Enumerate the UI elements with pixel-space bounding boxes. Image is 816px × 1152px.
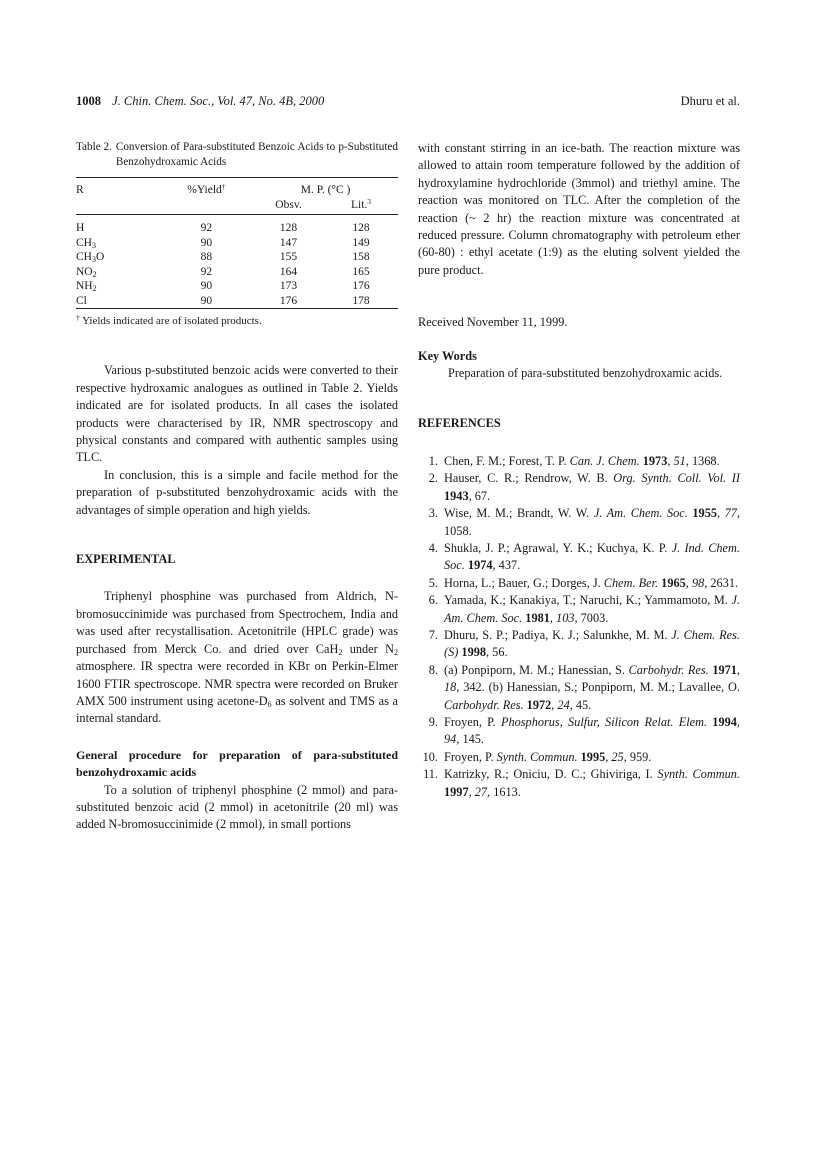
cell-substituent: $CH_3O$ [76,251,105,264]
reference-number: 2. [428,471,438,486]
ref-journal: Synth. Commun. [496,749,578,764]
reference-number: 10. [422,749,438,764]
reference-number: 6. [428,593,438,608]
table-caption [76,140,398,170]
cell-substituent: $NH_2$ [76,280,97,293]
cell-mp-observed: 128 [279,222,298,234]
ref-year: 1971 [708,662,737,677]
ref-volume: 27 [474,784,488,799]
table-body [76,221,398,309]
key-words-heading: Key Words [418,348,477,363]
key-words-text: Preparation of para-substituted benzohydroxamic acids. [448,366,723,381]
right-column [418,140,740,801]
reference-item [418,453,740,470]
ref-journal: Carbohydr. Res. [628,662,709,677]
experimental-paragraph: Triphenyl phosphine was purchased from Aldrich, N-bromosuccinimide was purchased from Spectrochem, India and was used after recystallisation. Acetonitrile (HPLC grade) was purchased from Merck Co. and dried over CaH$_2$ under $N_2$ atmosphere. IR spectra were recorded in KBr on Perkin-Elmer 1600 FTIR spectroscope. NMR spectra were recorded on Bruker AMX 500 instrument using acetone-$D_6$ as solvent and TMS as a internal standard. [76,589,399,726]
reference-item [418,749,740,766]
ref-year: 1943 [444,488,469,503]
cell-yield: 92 [200,265,213,278]
reference-item [418,470,740,505]
reference-text: Wise, M. M.; Brandt, W. W. J. Am. Chem. Soc. 1955, 77, 1058. [444,506,741,538]
reference-number: 9. [428,714,438,729]
reference-item [418,662,740,714]
reference-number: 1. [428,453,438,468]
ref-volume: 77 [724,506,737,521]
reference-item [418,575,740,592]
cell-mp-observed: 173 [279,280,298,292]
reference-item [418,505,740,540]
ref-year: 1995 [577,749,606,764]
ref-journal: J. Chem. Res.(S) [444,627,741,660]
reference-item [418,540,740,575]
reference-text: Yamada, K.; Kanakiya, T.; Naruchi, K.; Yammamoto, M. J. Am. Chem. Soc. 1981, 103, 7003. [444,593,740,625]
reference-number: 4. [428,540,438,555]
col-header-lit: Lit.$^3$ [350,196,371,211]
reference-number: 7. [428,627,438,642]
ref-volume: 24 [557,697,570,712]
cell-mp-literature: 149 [352,236,370,249]
ref-volume: 98 [691,575,705,590]
ref-year: 1994 [707,714,737,729]
cell-yield: 90 [200,280,213,292]
general-procedure-heading: General procedure for preparation of para-substituted benzohydroxamic acids [76,747,398,780]
cell-substituent: Cl [76,294,87,307]
cell-mp-observed: 155 [279,251,298,263]
col-header-yield: %Yield† [160,178,253,198]
reference-number: 8. [428,662,438,677]
table-caption-text: Conversion of Para-substituted Benzoic Acids to p-Substituted Benzohydroxamic Acids [115,141,398,168]
cell-mp-literature: 178 [352,294,370,307]
general-procedure-paragraph: To a solution of triphenyl phosphine (2 mmol) and para-substituted benzoic acid (2 mmol) in acetonitrile (20 ml) was added N-bromosuccinimide (2 mmol), in small portions [76,782,398,832]
cell-substituent: $NO_2$ [76,265,97,279]
reference-text: Dhuru, S. P.; Padiya, K. J.; Salunkhe, M. M. J. Chem. Res.(S) 1998, 56. [444,627,741,660]
reference-text: Hauser, C. R.; Rendrow, W. B. Org. Synth. Coll. Vol. II 1943, 67. [444,471,740,503]
table-caption-number: Table 2. [76,141,112,153]
cell-mp-observed: 176 [279,294,298,307]
ref-volume: 103 [556,610,575,625]
ref-year: 1965 [658,575,686,590]
reference-item [418,714,740,749]
ref-volume: 18 [444,680,457,695]
table-subheader-row [76,198,398,215]
ref-journal: Phosphorus, Sulfur, Silicon Relat. Elem. [500,714,708,729]
ref-year: 1972 [523,697,552,712]
table-row [76,236,398,251]
data-table [76,177,398,310]
cell-yield: 88 [200,251,213,263]
cell-mp-observed: 164 [279,265,298,278]
reference-item [418,766,740,801]
conclusion-paragraph: In conclusion, this is a simple and facile method for the preparation of p-substituted benzohydroxamic acids with the advantages of simple operation and high yields. [76,467,398,517]
ref-journal: Org. Synth. Coll. Vol. II [613,471,740,486]
cell-substituent: $CH_3$ [76,236,96,250]
cell-yield: 90 [200,236,213,249]
reference-number: 5. [428,575,438,590]
experimental-heading: EXPERIMENTAL [76,552,176,567]
reference-number: 3. [428,506,438,521]
ref-journal: Chem. Ber. [603,575,659,590]
ref-journal: J. Am. Chem. Soc. [444,593,740,625]
references-list [418,453,740,801]
ref-year: 1998 [458,645,487,660]
ref-year: 1997 [444,784,469,799]
cell-substituent: H [76,222,85,234]
journal-citation: J. Chin. Chem. Soc., Vol. 47, No. 4B, 2000 [112,94,325,108]
col-header-mp: M. P. (°C ) [253,178,398,198]
ref-year: 1981 [522,610,550,625]
table-header-row [76,178,398,198]
ref-journal: J. Am. Chem. Soc. [593,506,688,521]
ref-year: 1974 [464,558,493,573]
lit-ref-mark: 3 [367,196,371,206]
procedure-continued: with constant stirring in an ice-bath. The reaction mixture was allowed to attain room temperature followed by the addition of hydroxylamine hydrochloride (3mmol) and triethyl amine. The reaction was monitored on TLC. After the completion of the reaction (~ 2 hr) the reaction mixture was concentrated at reduced pressure. Column chromatography with petroleum ether (60-80) : ethyl acetate (1:9) as the eluting solvent yielded the pure product. [418,141,740,277]
reference-item [418,627,740,662]
table-row [76,294,398,309]
cell-mp-literature: 158 [352,251,370,263]
reference-text: Froyen, P. Synth. Commun. 1995, 25, 959. [444,749,652,764]
reference-text: Horna, L.; Bauer, G.; Dorges, J. Chem. Ber. 1965, 98, 2631. [444,575,739,590]
cell-mp-observed: 147 [279,236,298,249]
reference-text: Froyen, P. Phosphorus, Sulfur, Silicon Relat. Elem. 1994, 94, 145. [444,714,740,747]
cell-yield: 92 [200,222,213,234]
results-paragraph: Various p-substituted benzoic acids were converted to their respective hydroxamic analogues as outlined in Table 2. Yields indicated are for isolated products. In all cases the isolated products were characterised by IR, NMR spectroscopy and physical constants and compared with authentic samples using TLC. [76,363,398,465]
reference-item [418,592,740,627]
ref-journal: Synth. Commun. [657,767,740,782]
running-header [76,94,740,109]
cell-mp-literature: 128 [352,222,370,234]
received-date: Received November 11, 1999. [418,315,568,330]
ref-volume: 25 [611,749,624,764]
ref-journal: J. Ind. Chem. Soc. [444,540,740,573]
references-heading: REFERENCES [418,416,501,431]
ref-volume: 51 [673,453,686,468]
table-row [76,221,398,236]
left-column [76,140,398,834]
page-number: 1008 [76,94,101,108]
reference-text: Katrizky, R.; Oniciu, D. C.; Ghiviriga, I. Synth. Commun. 1997, 27, 1613. [444,767,740,799]
ref-year: 1955 [687,506,717,521]
ref-journal: Carbohydr. Res. [444,697,524,712]
table-row [76,265,398,280]
ref-volume: 94 [444,732,457,747]
reference-text: Shukla, J. P.; Agrawal, Y. K.; Kuchya, K. P. J. Ind. Chem. Soc. 1974, 437. [444,540,740,573]
table-row [76,279,398,294]
running-authors: Dhuru et al. [680,94,740,108]
cell-mp-literature: 165 [352,265,370,278]
cell-yield: 90 [200,294,213,307]
ref-journal: Can. J. Chem. [569,453,640,468]
yield-dagger: † [221,182,226,191]
cell-mp-literature: 176 [352,280,370,292]
table-row [76,250,398,265]
reference-text: Chen, F. M.; Forest, T. P. Can. J. Chem. 1973, 51, 1368. [444,453,720,468]
col-header-r: R [76,178,160,198]
col-header-obsv: Obsv. [275,198,302,211]
ref-year: 1973 [639,453,668,468]
reference-text: (a) Ponpiporn, M. M.; Hanessian, S. Carbohydr. Res. 1971, 18, 342. (b) Hanessian, S.; Ponpiporn, M. M.; Lavallee, O. Carbohydr. Res. 1972, 24, 45. [444,662,740,712]
reference-number: 11. [423,767,438,782]
table-footnote: † Yields indicated are of isolated products. [76,313,262,327]
